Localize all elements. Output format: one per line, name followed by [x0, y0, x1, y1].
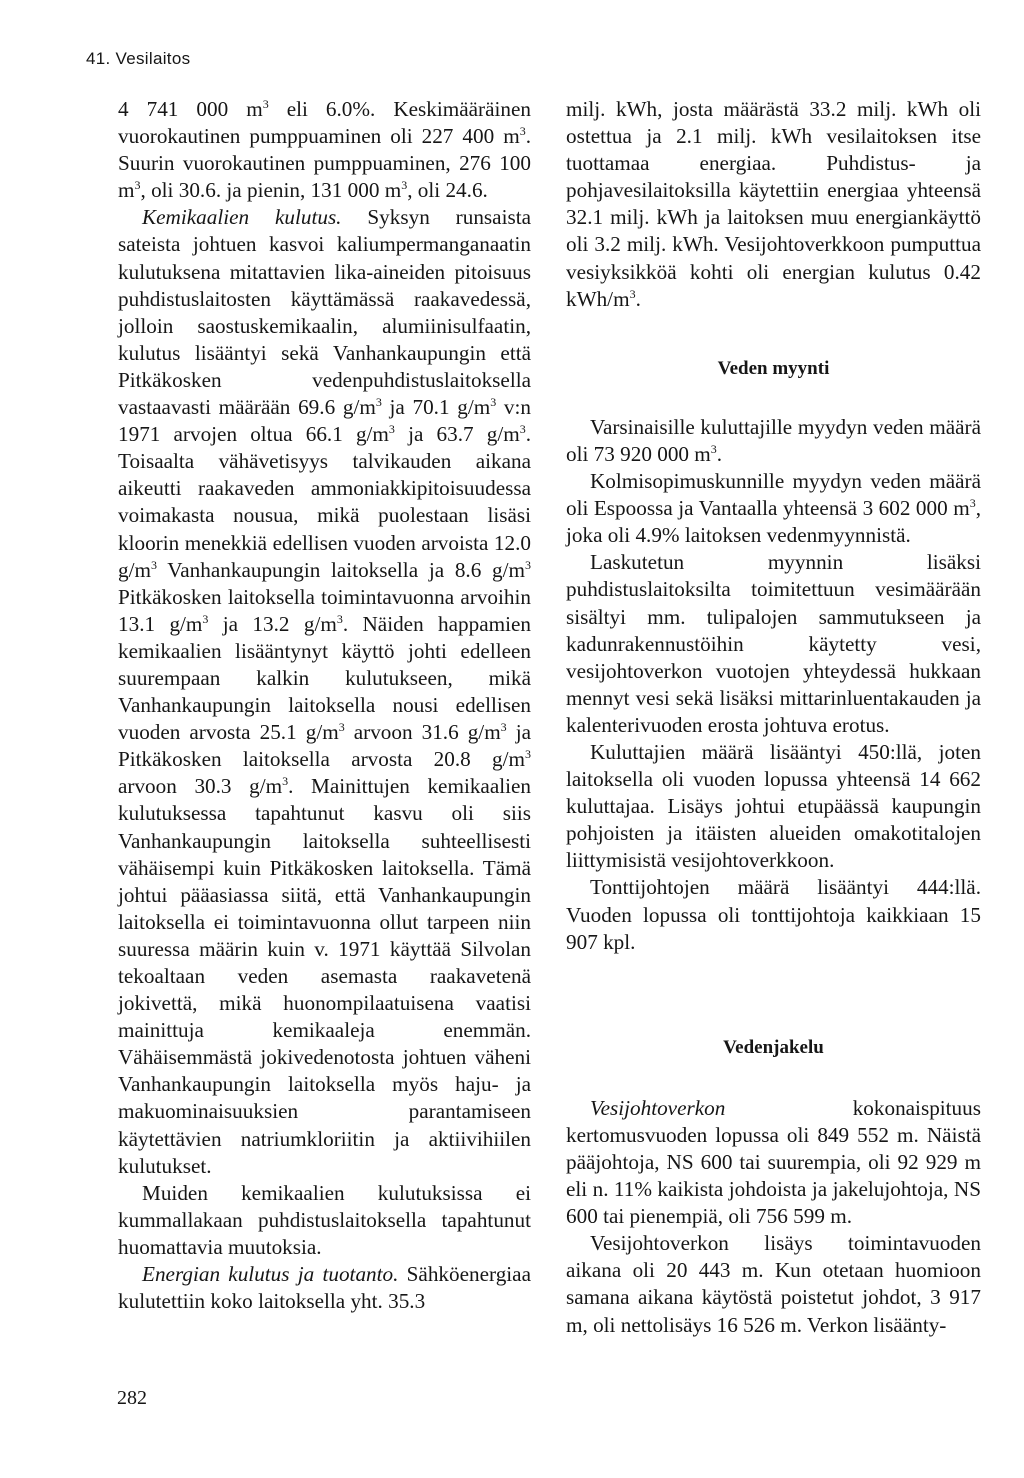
subheading-network: Vesijohtoverkon — [590, 1095, 726, 1120]
section-heading-water-sales: Veden myynti — [717, 357, 830, 379]
paragraph-network-length: Vesijohtoverkon kokonaispituus kertomusvuoden lopussa oli 849 552 m. Näistä pääjohtoja, NS 600 tai suurempia, oli 92 929 m eli n. 11% kaikista johdoista ja jakelujohtoja, NS 600 tai pienempiä, oli 756 599 m. — [566, 1095, 981, 1229]
running-header: 41. Vesilaitos — [86, 49, 191, 68]
paragraph-unbilled-water: Laskutetun myynnin lisäksi puhdistuslaitoksilta toimitettuun vesimäärään sisältyi mm. tulipalojen sammutukseen ja kadunrakennustöihin käytetty vesi, vesijohtoverkon vuotojen yhteydessä hukkaan mennyt vesi sekä lisäksi mittarinluentakauden ja kalenterivuoden erosta johtuva erotus. — [566, 550, 981, 737]
paragraph-energy-continued: milj. kWh, josta määrästä 33.2 milj. kWh oli ostettua ja 2.1 milj. kWh vesilaitoksen itse tuottamaa energiaa. Puhdistus- ja pohjavesilaitoksilla käytettiin energiaa yhteensä 32.1 milj. kWh ja laitoksen muu energiankäyttö oli 3.2 milj. kWh. Vesijohtoverkkoon pumputtua vesiyksikköä kohti oli energian kulutus 0.42 kWh/$m^3$. — [566, 97, 981, 311]
section-heading-distribution: Vedenjakelu — [723, 1036, 824, 1058]
left-column — [118, 96, 531, 1315]
paragraph-energy: Energian kulutus ja tuotanto. Sähköenergiaa kulutettiin koko laitoksella yht. 35.3 — [118, 1262, 531, 1314]
page-number: 282 — [117, 1387, 147, 1409]
paragraph-service-lines: Tonttijohtojen määrä lisääntyi 444:llä. Vuoden lopussa oli tonttijohtoja kaikkiaan 15 907 kpl. — [566, 875, 981, 954]
subheading-chemicals: Kemikaalien kulutus. — [142, 205, 342, 230]
paragraph-customer-sales: Varsinaisille kuluttajille myydyn veden määrä oli 73 920 000 $m^3$. — [566, 414, 981, 466]
paragraph-customer-count: Kuluttajien määrä lisääntyi 450:llä, joten laitoksella oli vuoden lopussa yhteensä 14 662 kuluttajaa. Lisäys johtui etupäässä kaupungin pohjoisten ja itäisten alueiden omakotitalojen liittymisistä vesijohtoverkkoon. — [566, 739, 981, 873]
subheading-energy: Energian kulutus ja tuotanto. — [142, 1262, 399, 1287]
paragraph-chemical-consumption: Kemikaalien kulutus. Syksyn runsaista sateista johtuen kasvoi kaliumpermanganaatin kulutuksena mitattavien lika-aineiden pitoisuus puhdistuslaitosten käyttämässä raakavedessä, jolloin saostuskemikaalin, alumiinisulfaatin, kulutus lisääntyi sekä Vanhankaupungin että Pitkäkosken vedenpuhdistuslaitoksella vastaavasti määrään 69.6 $g/m^3$ ja 70.1 $g/m^3$ v:n 1971 arvojen oltua 66.1 $g/m^3$ ja 63.7 $g/m^3$. Toisaalta vähävetisyys talvikauden aikana aikeutti raakaveden ammoniakkipitoisuudessa voimakasta nousua, mikä puolestaan lisäsi kloorin menekkiä edellisen vuoden arvoista 12.0 $g/m^3$ Vanhankaupungin laitoksella ja 8.6 $g/m^3$ Pitkäkosken laitoksella toimintavuonna arvoihin 13.1 $g/m^3$ ja 13.2 $g/m^3$. Näiden happamien kemikaalien lisääntynyt käyttö johti edelleen suurempaan kalkin kulutukseen, mikä Vanhankaupungin laitoksella nousi edellisen vuoden arvosta 25.1 $g/m^3$ arvoon 31.6 $g/m^3$ ja Pitkäkosken laitoksella arvosta 20.8 $g/m^3$ arvoon 30.3 $g/m^3$. Mainittujen kemikaalien kulutuksessa tapahtunut kasvu oli siis Vanhankaupungin laitoksella suhteellisesti vähäisempi kuin Pitkäkosken laitoksella. Tämä johtui pääasiassa siitä, että Vanhankaupungin laitoksella ei toimintavuonna ollut tarpeen niin suuressa määrin kuin v. 1971 käyttää Silvolan tekoaltaan veden asemasta raakavetenä jokivettä, mikä huonompilaatuisena vaatisi mainittuja kemikaaleja enemmän. Vähäisemmästä jokivedenotosta johtuen väheni Vanhankaupungin laitoksella myös haju- ja makuominaisuuksien parantamiseen käytettävien natriumkloriitin ja aktiivihiilen kulutukset. — [118, 205, 532, 1178]
paragraph-other-chemicals: Muiden kemikaalien kulutuksissa ei kummallakaan puhdistuslaitoksella tapahtunut huomattavia muutoksia. — [118, 1180, 531, 1259]
right-column — [566, 96, 981, 1339]
paragraph-network-growth: Vesijohtoverkon lisäys toimintavuoden aikana oli 20 443 m. Kun otetaan huomioon samana aikana käytöstä poistetut johdot, 3 917 m, oli nettolisäys 16 526 m. Verkon lisäänty- — [566, 1231, 981, 1337]
paragraph-municipal-sales: Kolmisopimuskunnille myydyn veden määrä oli Espoossa ja Vantaalla yhteensä 3 602 000 $m^3$, joka oli 4.9% laitoksen vedenmyynnistä. — [566, 469, 981, 548]
paragraph-water-pumping: 4 741 000 $m^3$ eli 6.0%. Keskimääräinen vuorokautinen pumppuaminen oli 227 400 $m^3$. Suurin vuorokautinen pumppuaminen, 276 100 $m^3$, oli 30.6. ja pienin, 131 000 $m^3$, oli 24.6. — [118, 97, 531, 203]
